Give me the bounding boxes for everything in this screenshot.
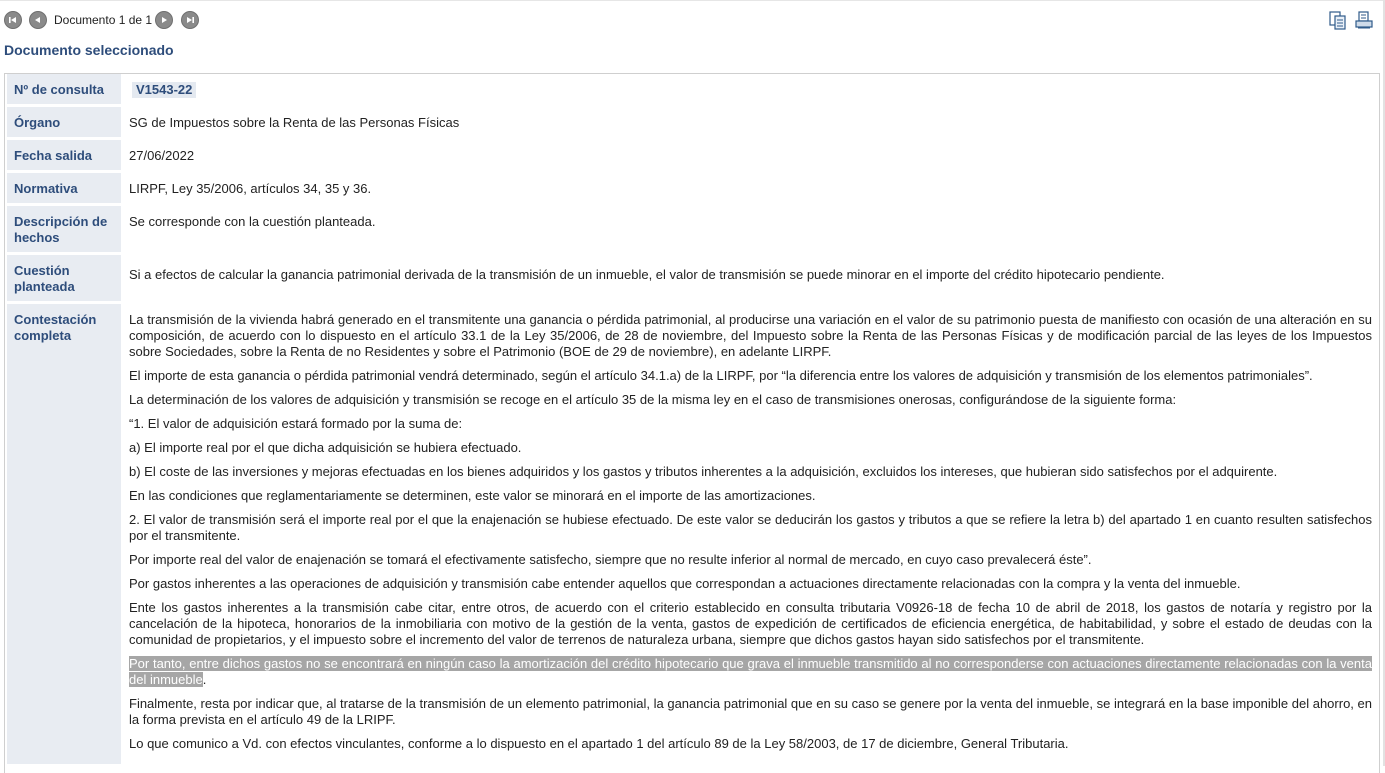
selected-paragraph-tail: .: [202, 672, 207, 687]
previous-page-icon[interactable]: [29, 11, 47, 29]
value-normativa: LIRPF, Ley 35/2006, artículos 34, 35 y 36.: [129, 181, 372, 196]
top-border: [0, 0, 1385, 1]
answer-paragraph: El importe de esta ganancia o pérdida patrimonial vendrá determinado, según el artículo 34.1.a) de la LIRPF, por “la diferencia entre los valores de adquisición y transmisión de los elementos patrimoniales”.: [129, 368, 1313, 383]
answer-paragraph: a) El importe real por el que dicha adquisición se hubiera efectuado.: [129, 440, 522, 455]
label-descripcion: Descripción de hechos: [7, 206, 121, 255]
answer-paragraph: Ente los gastos inherentes a la transmisión cabe citar, entre otros, de acuerdo con el criterio establecido en consulta tributaria V0926-18 de fecha 10 de abril de 2018, los gastos de notaría y registro por la cancelación de la hipoteca, honorarios de la inmobiliaria con motivo de la gestión de la venta, gastos de expedición de certificados de eficiencia energética, de habitabilidad, y sobre el estado de deudas con la comunidad de propietarios, y el impuesto sobre el incremento del valor de terrenos de naturaleza urbana, siempre que dichos gastos hayan sido satisfechos por el transmitente.: [129, 600, 1372, 647]
label-consulta: Nº de consulta: [7, 74, 121, 107]
answer-paragraph: “1. El valor de adquisición estará formado por la suma de:: [129, 416, 463, 431]
value-cuestion: Si a efectos de calcular la ganancia patrimonial derivada de la transmisión de un inmueble, el valor de transmisión se puede minorar en el importe del crédito hipotecario pendiente.: [129, 267, 1165, 282]
document-detail-table: [4, 73, 1380, 773]
answer-paragraph: b) El coste de las inversiones y mejoras efectuadas en los bienes adquiridos y los gastos y tributos inherentes a la adquisición, excluidos los intereses, que hubieran sido satisfechos por el adquirente.: [129, 464, 1278, 479]
row-organo: [5, 107, 1379, 140]
label-normativa: Normativa: [7, 173, 121, 206]
answer-paragraph: 2. El valor de transmisión será el importe real por el que la enajenación se hubiese efectuado. De este valor se deducirán los gastos y tributos a que se refiere la letra b) del apartado 1 en cuanto resulten satisfechos por el transmitente.: [129, 512, 1372, 543]
copy-documents-icon[interactable]: [1328, 10, 1348, 30]
answer-paragraph: Lo que comunico a Vd. con efectos vinculantes, conforme a lo dispuesto en el apartado 1 del artículo 89 de la Ley 58/2003, de 17 de diciembre, General Tributaria.: [129, 736, 1069, 751]
selected-paragraph[interactable]: [129, 656, 1372, 688]
label-organo: Órgano: [7, 107, 121, 140]
value-contestacion: [121, 304, 1379, 766]
answer-paragraph: Por gastos inherentes a las operaciones de adquisición y transmisión cabe entender aquellos que correspondan a actuaciones directamente relacionadas con la compra y la venta del inmueble.: [129, 576, 1241, 591]
label-contestacion: Contestación completa: [7, 304, 121, 764]
label-cuestion: Cuestión planteada: [7, 255, 121, 304]
answer-paragraph: La transmisión de la vivienda habrá generado en el transmitente una ganancia o pérdida patrimonial, al producirse una variación en el valor de su patrimonio puesta de manifiesto con ocasión de una alteración en su composición, de acuerdo con lo dispuesto en el artículo 33.1 de la Ley 35/2006, de 28 de noviembre, del Impuesto sobre la Renta de las Personas Físicas y de modificación parcial de las leyes de los Impuestos sobre Sociedades, sobre la Renta de no Residentes y sobre el Patrimonio (BOE de 29 de noviembre), en adelante LIRPF.: [129, 312, 1372, 359]
value-fecha: 27/06/2022: [129, 148, 195, 163]
selected-text: Por tanto, entre dichos gastos no se encontrará en ningún caso la amortización del crédito hipotecario que grava el inmueble transmitido al no corresponderse con actuaciones directamente relacionadas con la venta del inmueble: [129, 656, 1372, 687]
last-page-icon[interactable]: [181, 11, 199, 29]
first-page-icon[interactable]: [4, 11, 22, 29]
consulta-number: V1543-22: [132, 82, 196, 98]
document-navigation: [4, 10, 206, 30]
row-consulta: [5, 74, 1379, 107]
answer-paragraph: Finalmente, resta por indicar que, al tratarse de la transmisión de un elemento patrimonial, la ganancia patrimonial que en su caso se genere por la venta del inmueble, se integrará en la base imponible del ahorro, en la forma prevista en el artículo 49 de la LRIPF.: [129, 696, 1372, 727]
answer-paragraph: La determinación de los valores de adquisición y transmisión se recoge en el artículo 35 de la misma ley en el caso de transmisiones onerosas, configurándose de la siguiente forma:: [129, 392, 1177, 407]
row-normativa: [5, 173, 1379, 206]
row-cuestion: [5, 255, 1379, 304]
page-title: Documento seleccionado: [4, 42, 174, 58]
answer-paragraph: En las condiciones que reglamentariamente se determinen, este valor se minorará en el importe de las amortizaciones.: [129, 488, 816, 503]
print-icon[interactable]: [1354, 10, 1374, 30]
value-organo: SG de Impuestos sobre la Renta de las Personas Físicas: [129, 115, 460, 130]
document-counter: Documento 1 de 1: [54, 13, 153, 27]
label-fecha: Fecha salida: [7, 140, 121, 173]
answer-paragraph: Por importe real del valor de enajenación se tomará el efectivamente satisfecho, siempre que no resulte inferior al normal de mercado, en cuyo caso prevalecerá éste”.: [129, 552, 1092, 567]
next-page-icon[interactable]: [155, 11, 173, 29]
toolbar: [1328, 10, 1374, 30]
row-descripcion: [5, 206, 1379, 255]
row-fecha: [5, 140, 1379, 173]
value-descripcion: Se corresponde con la cuestión planteada.: [129, 214, 376, 229]
value-consulta: [121, 74, 1379, 107]
row-contestacion: [5, 304, 1379, 766]
